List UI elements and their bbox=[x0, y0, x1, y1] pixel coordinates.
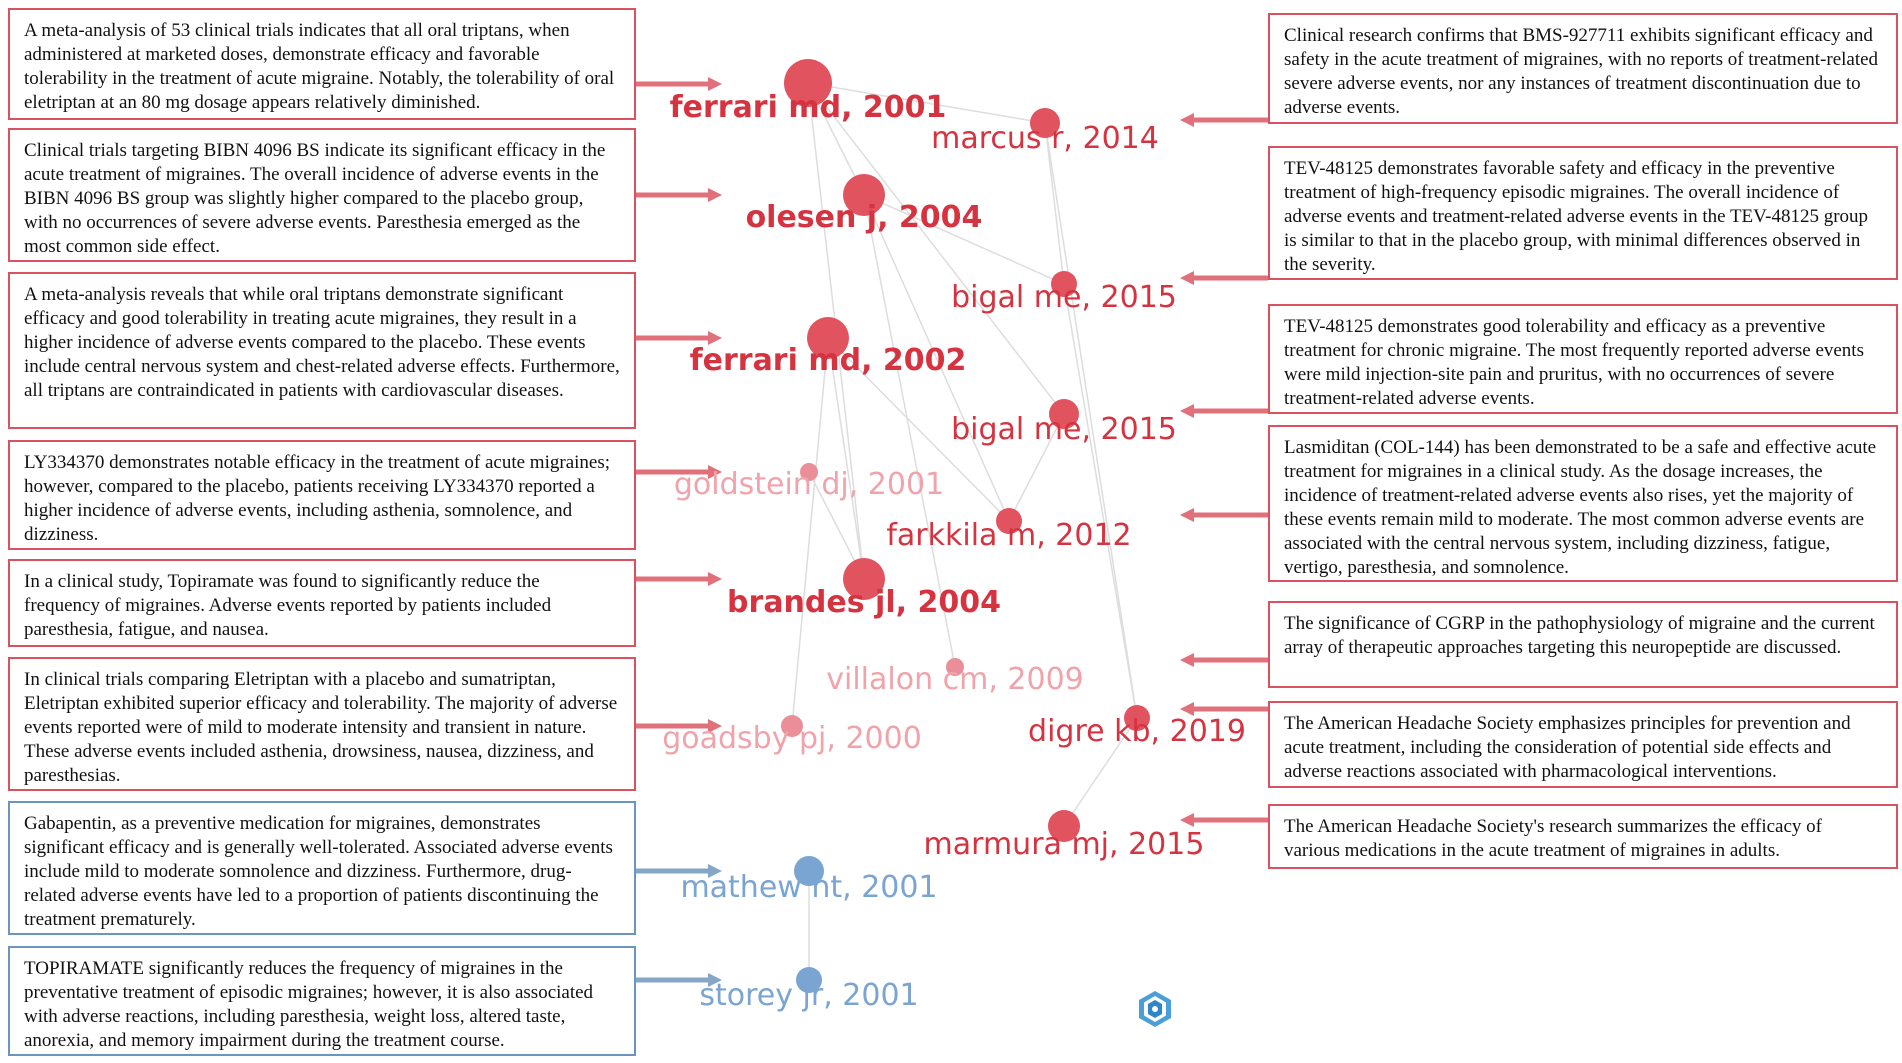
annotation-box-left-5: In a clinical study, Topiramate was found to significantly reduce the frequency of migraines. Adverse events reported by patients included paresthesia, fatigue, and nausea. bbox=[8, 559, 636, 647]
network-node-label: brandes jl, 2004 bbox=[727, 585, 1001, 620]
network-node-label: farkkila m, 2012 bbox=[886, 518, 1132, 553]
annotation-box-right-2: TEV-48125 demonstrates favorable safety and efficacy in the preventive treatment of high-frequency episodic migraines. The overall incidence of adverse events and treatment-related adverse events in the TEV-48125 group is similar to that in the placebo group, with minimal differences observed in the severity. bbox=[1268, 146, 1898, 280]
network-node-label: bigal me, 2015 bbox=[951, 280, 1177, 315]
network-edge bbox=[792, 338, 828, 726]
network-node-label: ferrari md, 2002 bbox=[689, 343, 967, 378]
network-node-label: storey jr, 2001 bbox=[699, 978, 919, 1013]
network-node-label: villalon cm, 2009 bbox=[826, 662, 1084, 697]
annotation-box-right-1: Clinical research confirms that BMS-927711 exhibits significant efficacy and safety in the acute treatment of migraines, with no reports of treatment-related severe adverse events, nor any instances of treatment discontinuation due to adverse events. bbox=[1268, 13, 1898, 124]
network-node-label: digre kb, 2019 bbox=[1028, 714, 1246, 749]
annotation-box-left-1: A meta-analysis of 53 clinical trials indicates that all oral triptans, when administered at marketed doses, demonstrate efficacy and favorable tolerability in the treatment of acute migraine. Notably, the tolerability of oral eletriptan at an 80 mg dosage appears relatively diminished. bbox=[8, 8, 636, 120]
annotation-box-left-7: Gabapentin, as a preventive medication for migraines, demonstrates significant efficacy and is generally well-tolerated. Associated adverse events include mild to moderate somnolence and dizziness. Furthermore, drug-related adverse events have led to a proportion of patients discontinuing the treatment prematurely. bbox=[8, 801, 636, 935]
pointer-arrow-head bbox=[1180, 508, 1194, 522]
annotation-box-right-5: The significance of CGRP in the pathophysiology of migraine and the current array of therapeutic approaches targeting this neuropeptide are discussed. bbox=[1268, 601, 1898, 688]
annotation-box-left-4: LY334370 demonstrates notable efficacy in the treatment of acute migraines; however, compared to the placebo, patients receiving LY334370 reported a higher incidence of adverse events, including asthenia, somnolence, and dizziness. bbox=[8, 440, 636, 550]
pointer-arrow-head bbox=[1180, 404, 1194, 418]
network-logo-icon bbox=[1135, 989, 1175, 1029]
pointer-arrow-head bbox=[1180, 653, 1194, 667]
annotation-box-right-4: Lasmiditan (COL-144) has been demonstrated to be a safe and effective acute treatment for migraines in a clinical study. As the dosage increases, the incidence of treatment-related adverse events also rises, yet the majority of these events remain mild to moderate. The most common adverse events are associated with the central nervous system, including dizziness, fatigue, vertigo, paresthesia, and somnolence. bbox=[1268, 425, 1898, 582]
annotation-box-left-8: TOPIRAMATE significantly reduces the frequency of migraines in the preventative treatment of episodic migraines; however, it is also associated with adverse reactions, including paresthesia, weight loss, altered taste, anorexia, and memory impairment during the treatment course. bbox=[8, 946, 636, 1056]
network-node-label: marmura mj, 2015 bbox=[923, 827, 1205, 862]
pointer-arrow-head bbox=[1180, 813, 1194, 827]
annotation-box-left-6: In clinical trials comparing Eletriptan with a placebo and sumatriptan, Eletriptan exhibited superior efficacy and tolerability. The majority of adverse events reported were of mild to moderate intensity and transient in nature. These adverse events included asthenia, drowsiness, nausea, dizziness, and paresthesias. bbox=[8, 657, 636, 791]
network-node-label: goldstein dj, 2001 bbox=[673, 467, 945, 502]
network-node-label: olesen j, 2004 bbox=[745, 200, 983, 235]
network-labels bbox=[662, 90, 1246, 1013]
network-node-label: mathew nt, 2001 bbox=[680, 870, 938, 905]
annotation-box-right-7: The American Headache Society's research summarizes the efficacy of various medications in the acute treatment of migraines in adults. bbox=[1268, 804, 1898, 869]
pointer-arrow-head bbox=[708, 572, 722, 586]
pointer-arrow-head bbox=[1180, 113, 1194, 127]
network-node-label: bigal me, 2015 bbox=[951, 412, 1177, 447]
annotation-box-right-3: TEV-48125 demonstrates good tolerability and efficacy as a preventive treatment for chronic migraine. The most frequently reported adverse events were mild injection-site pain and pruritus, with no occurrences of severe treatment-related adverse events. bbox=[1268, 304, 1898, 414]
annotation-box-left-3: A meta-analysis reveals that while oral triptans demonstrate significant efficacy and good tolerability in treating acute migraines, they result in a higher incidence of adverse events compared to the placebo. These events include central nervous system and chest-related adverse effects. Furthermore, all triptans are contraindicated in patients with cardiovascular diseases. bbox=[8, 272, 636, 429]
pointer-arrow-head bbox=[708, 77, 722, 91]
network-node-label: ferrari md, 2001 bbox=[669, 90, 947, 125]
pointer-arrow-head bbox=[708, 188, 722, 202]
pointer-arrow-head bbox=[1180, 271, 1194, 285]
network-node-label: goadsby pj, 2000 bbox=[662, 721, 922, 756]
annotation-box-right-6: The American Headache Society emphasizes principles for prevention and acute treatment, including the consideration of potential side effects and adverse reactions associated with pharmacological interventions. bbox=[1268, 701, 1898, 788]
network-node-label: marcus r, 2014 bbox=[931, 121, 1159, 156]
annotation-box-left-2: Clinical trials targeting BIBN 4096 BS indicate its significant efficacy in the acute treatment of migraines. The overall incidence of adverse events in the BIBN 4096 BS group was slightly higher compared to the placebo group, with no occurrences of severe adverse events. Paresthesia emerged as the most common side effect. bbox=[8, 128, 636, 262]
network-edge bbox=[1064, 284, 1137, 718]
